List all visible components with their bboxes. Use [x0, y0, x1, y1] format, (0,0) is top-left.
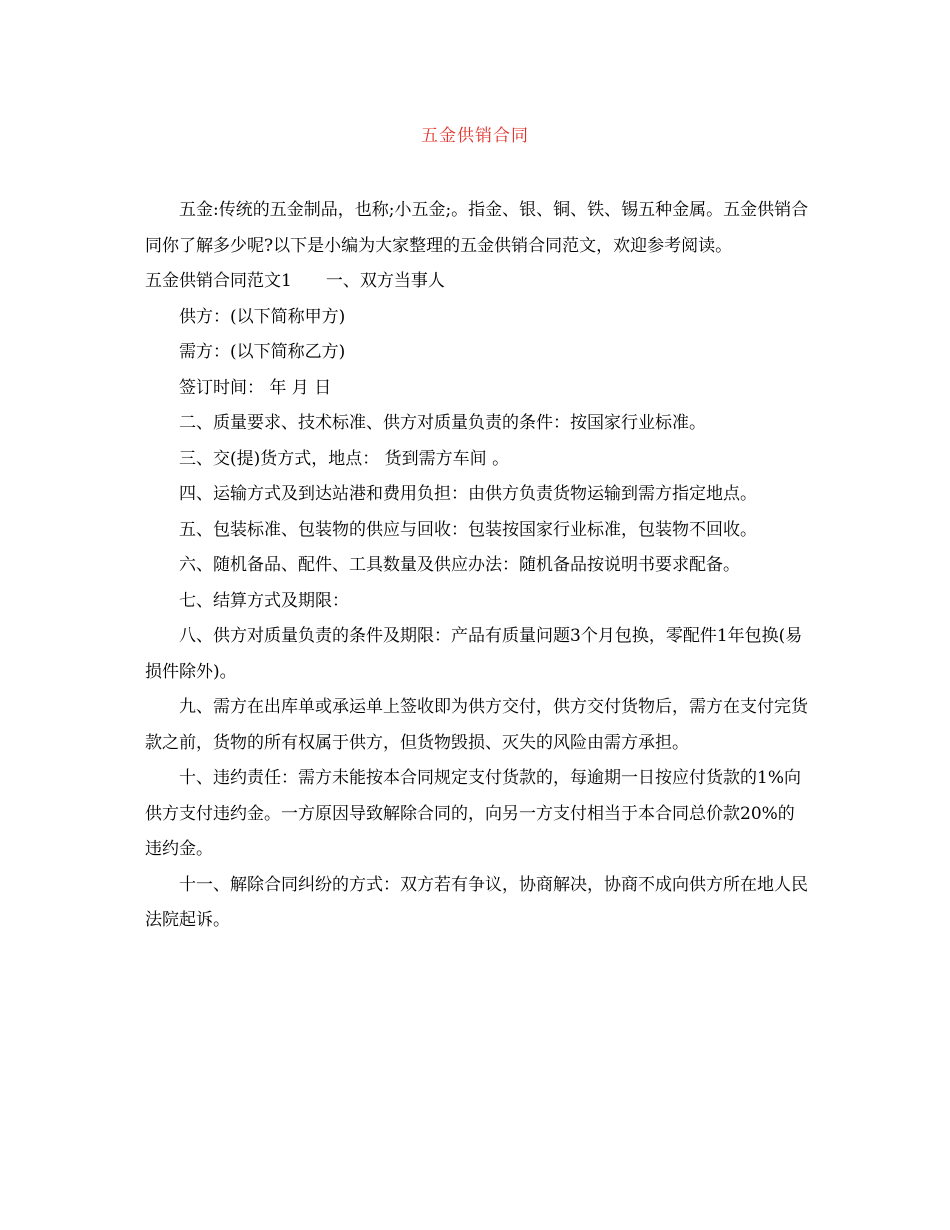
paragraph-quality: 二、质量要求、技术标准、供方对质量负责的条件：按国家行业标准。: [179, 413, 706, 433]
paragraph-liability: 十、违约责任：需方未能按本合同规定支付货款的，每逾期一日按应付货款的1%向供方支付违约金。一方原因导致解除合同的，向另一方支付相当于本合同总价款20%的违约金。: [145, 768, 801, 859]
sample-heading-line: [145, 264, 810, 300]
paragraph-ownership: 九、需方在出库单或承运单上签收即为供方交付，供方交付货物后，需方在支付完货款之前，货物的所有权属于供方，但货物毁损、灭失的风险由需方承担。: [145, 697, 808, 753]
paragraph-warranty: 八、供方对质量负责的条件及期限：产品有质量问题3个月包换，零配件1年包换(易损件除外)。: [145, 626, 803, 682]
paragraph-delivery: 三、交(提)货方式，地点： 货到需方车间 。: [179, 448, 510, 469]
document-body: [145, 193, 810, 939]
sample-heading: 五金供销合同范文1: [145, 271, 292, 291]
document-title: 五金供销合同: [421, 126, 529, 146]
paragraph-transport: 四、运输方式及到达站港和费用负担：由供方负责货物运输到需方指定地点。: [179, 484, 757, 504]
paragraph-dispute: 十一、解除合同纠纷的方式：双方若有争议，协商解决，协商不成向供方所在地人民法院起诉。: [145, 874, 808, 930]
paragraph-supplier: 供方：(以下简称甲方): [179, 306, 346, 327]
paragraph-sign-date: 签订时间： 年 月 日: [179, 377, 332, 398]
intro-paragraph: 五金:传统的五金制品，也称;小五金;。指金、银、铜、铁、锡五种金属。五金供销合同你了解多少呢?以下是小编为大家整理的五金供销合同范文，欢迎参考阅读。: [145, 200, 809, 256]
paragraph-spare-parts: 六、随机备品、配件、工具数量及供应办法：随机备品按说明书要求配备。: [179, 555, 740, 575]
paragraph-packaging: 五、包装标准、包装物的供应与回收：包装按国家行业标准，包装物不回收。: [179, 519, 757, 540]
paragraph-buyer: 需方：(以下简称乙方): [179, 342, 346, 362]
section-one-heading: 一、双方当事人: [325, 271, 445, 291]
paragraph-settlement: 七、结算方式及期限：: [179, 590, 349, 611]
